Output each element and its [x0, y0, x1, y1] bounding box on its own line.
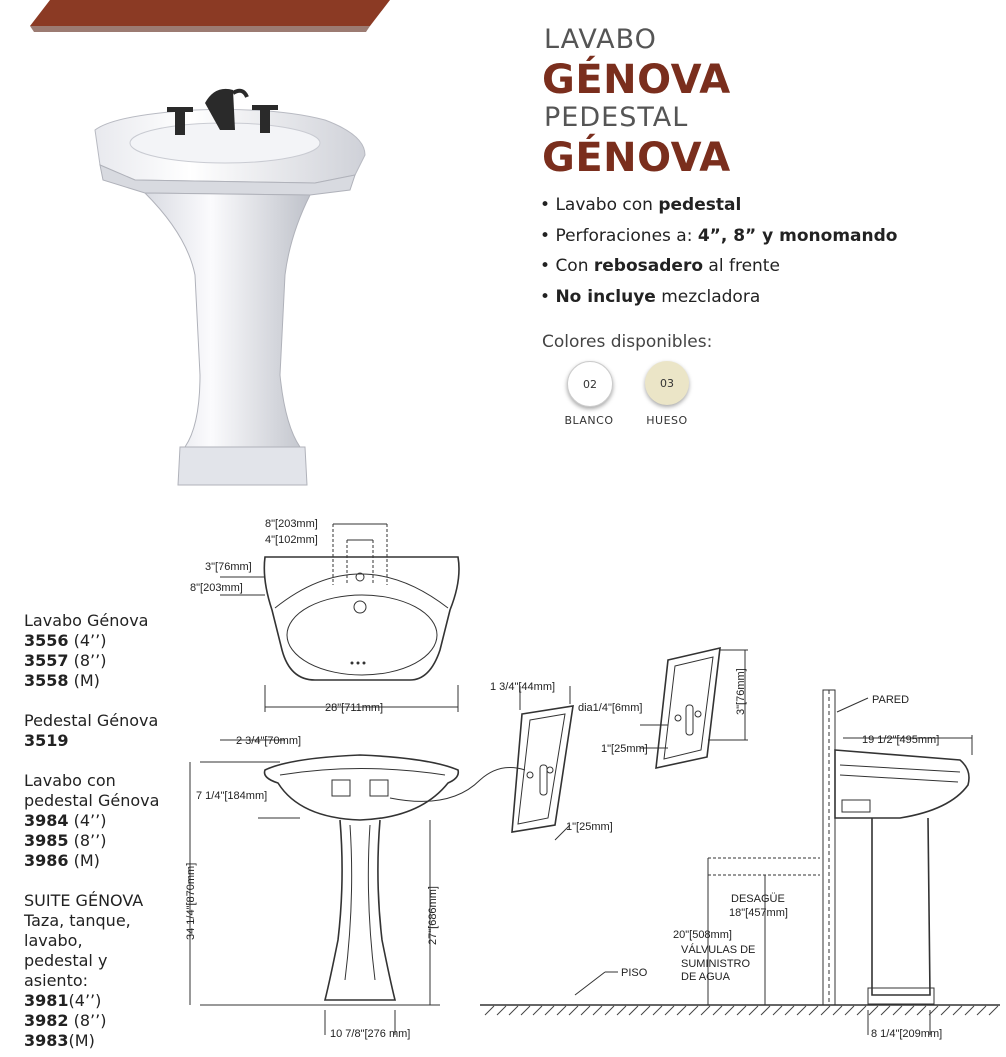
bracket-1 [390, 686, 573, 840]
models-suite-desc: asiento: [24, 971, 89, 990]
model-item: 3557 (8’’) [24, 651, 107, 670]
bracket-2 [640, 648, 748, 768]
dim-bracket2-1: 1"[25mm] [601, 743, 648, 755]
feature-item: • No incluye mezcladora [540, 286, 761, 307]
models-suite-desc: pedestal y [24, 951, 108, 970]
models-pedestal-title: Pedestal Génova [24, 711, 159, 730]
feature-item: • Lavabo con pedestal [540, 195, 742, 215]
dim-desague-18: 18"[457mm] [729, 907, 788, 919]
heading-genova-1: GÉNOVA [542, 57, 731, 103]
color-name-blanco: BLANCO [564, 414, 614, 427]
models-combo-title: Lavabo con [24, 771, 116, 790]
model-item: 3981(4’’) [24, 991, 102, 1010]
models-suite-desc: Taza, tanque, [24, 911, 131, 930]
color-swatch-hueso: 03 [645, 361, 689, 405]
dim-base-10: 10 7/8"[276 mm] [330, 1028, 411, 1040]
models-lavabo-title: Lavabo Génova [24, 611, 149, 630]
feature-list [540, 190, 897, 312]
color-swatch-blanco: 02 [567, 361, 613, 407]
floor-hatch [485, 1006, 998, 1015]
model-item: 3556 (4’’) [24, 631, 107, 650]
model-item: 3984 (4’’) [24, 811, 107, 830]
dim-pared: PARED [872, 694, 910, 706]
heading-genova-2: GÉNOVA [542, 135, 731, 181]
models-suite-desc: lavabo, [24, 931, 83, 950]
dim-bracket-1-3-4: 1 3/4"[44mm] [490, 681, 556, 693]
models-combo-title: pedestal Génova [24, 791, 160, 810]
dim-top-3: 3"[76mm] [205, 561, 252, 573]
dim-base-8: 8 1/4"[209mm] [871, 1028, 943, 1040]
dim-side-2-3-4: 2 3/4"[70mm] [236, 735, 302, 747]
dim-valv-3: DE AGUA [681, 971, 730, 983]
model-item: 3982 (8’’) [24, 1011, 107, 1030]
top-banner [30, 0, 390, 34]
dim-width-28: 28"[711mm] [325, 702, 384, 714]
feature-item: • Con rebosadero al frente [540, 256, 780, 276]
model-item: 3519 [24, 731, 69, 750]
dim-bracket-1: 1"[25mm] [566, 821, 613, 833]
heading-pedestal: PEDESTAL [544, 102, 689, 133]
dim-top-4: 4"[102mm] [265, 534, 318, 546]
top-view-basin [220, 524, 459, 712]
dim-side-19: 19 1/2"[495mm] [862, 734, 940, 746]
dim-desague: DESAGÜE [731, 893, 785, 905]
colors-title: Colores disponibles: [542, 332, 713, 352]
dim-bracket2-3: 3"[76mm] [735, 668, 747, 715]
dim-bracket-dia: dia1/4"[6mm] [578, 702, 643, 714]
model-item: 3983(M) [24, 1031, 95, 1050]
dim-valv-20: 20"[508mm] [673, 929, 732, 941]
dim-height-27: 27"[686mm] [427, 886, 439, 945]
dim-valv-2: SUMINISTRO [681, 958, 751, 970]
color-name-hueso: HUESO [646, 414, 688, 427]
front-view-sink [190, 740, 458, 1035]
model-item: 3558 (M) [24, 671, 100, 690]
dim-side-7-1-4: 7 1/4"[184mm] [196, 790, 268, 802]
dim-valv-1: VÁLVULAS DE [681, 944, 756, 956]
feature-item: • Perforaciones a: 4”, 8” y monomando [540, 225, 898, 246]
models-suite-title: SUITE GÉNOVA [24, 891, 144, 910]
technical-drawing [0, 500, 1006, 1057]
model-item: 3986 (M) [24, 851, 100, 870]
dim-piso: PISO [621, 967, 648, 979]
dim-top-8: 8"[203mm] [265, 518, 318, 530]
product-photo [75, 75, 375, 495]
model-item: 3985 (8’’) [24, 831, 107, 850]
dim-height-34: 34 1/4"[870mm] [185, 862, 197, 940]
dim-top-8b: 8"[203mm] [190, 582, 243, 594]
heading-lavabo: LAVABO [544, 24, 657, 55]
